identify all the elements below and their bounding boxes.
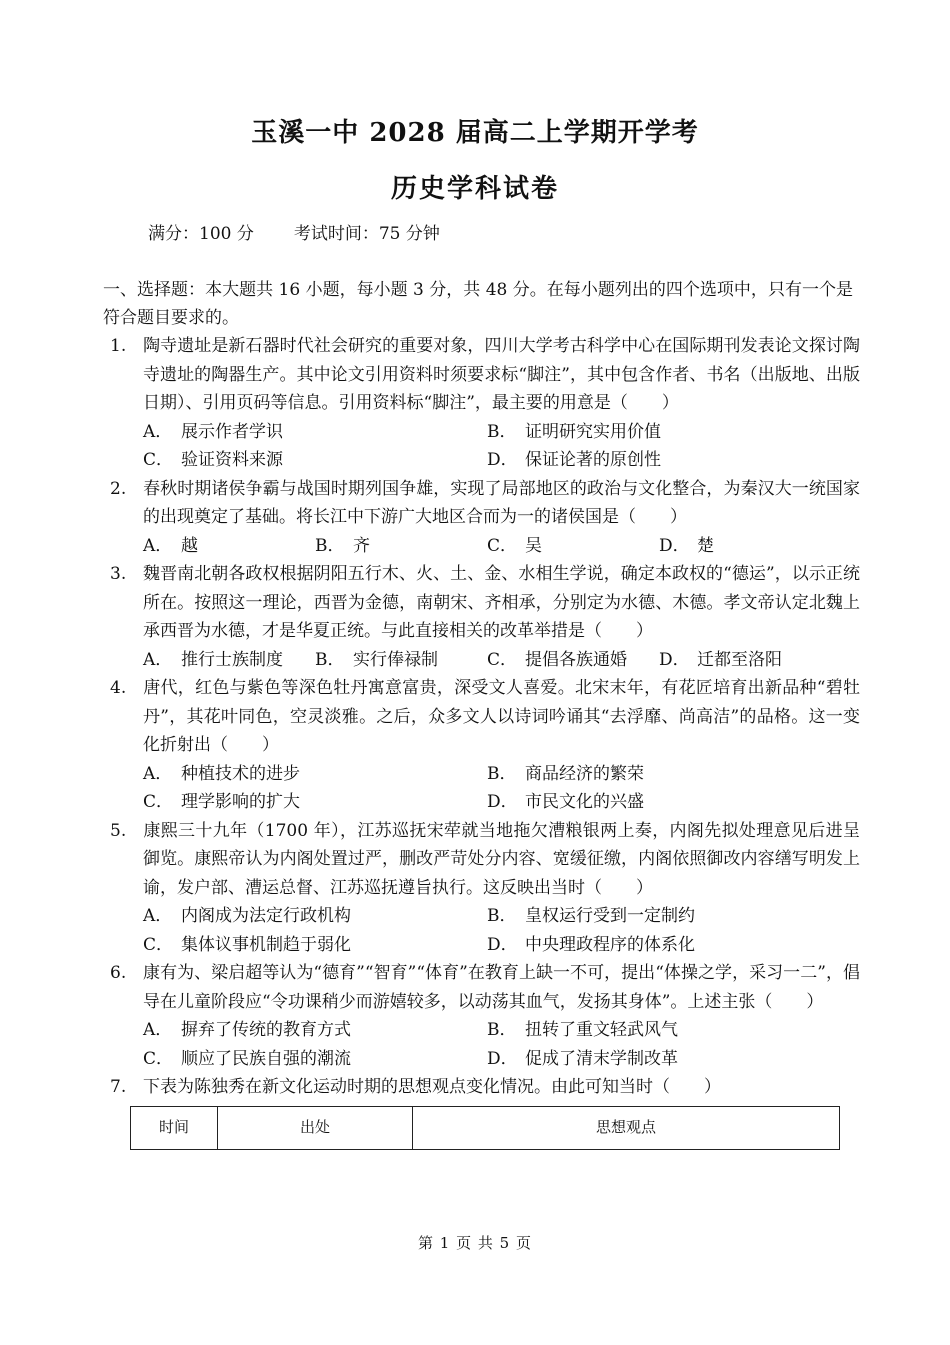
- question-stem: [110, 1073, 860, 1102]
- question-4: [110, 674, 860, 817]
- option-text: 市民文化的兴盛: [525, 792, 644, 812]
- option-label: D．: [487, 1048, 518, 1069]
- question-list: [110, 332, 860, 1150]
- option-label: C．: [143, 1048, 174, 1069]
- question-number: 3.: [110, 564, 127, 584]
- question-3: [110, 560, 860, 674]
- option-d: [487, 1045, 831, 1074]
- option-text: 齐: [353, 535, 370, 556]
- question-number: 6.: [110, 963, 127, 983]
- option-text: 提倡各族通婚: [525, 649, 627, 670]
- question-stem: [110, 560, 860, 646]
- option-text: 促成了清末学制改革: [525, 1048, 678, 1069]
- option-text: 越: [181, 535, 198, 556]
- option-label: C．: [487, 535, 518, 556]
- option-text: 集体议事机制趋于弱化: [181, 934, 351, 955]
- option-b: [315, 532, 487, 561]
- option-label: C．: [143, 792, 174, 812]
- option-c: [143, 788, 487, 817]
- option-d: [487, 931, 831, 960]
- option-a: [143, 418, 487, 447]
- question-number: 2.: [110, 478, 127, 499]
- option-text: 验证资料来源: [181, 450, 283, 470]
- page-number: 第 1 页 共 5 页: [418, 1234, 532, 1252]
- viewpoint-table: [130, 1106, 840, 1150]
- option-label: B．: [315, 649, 345, 670]
- option-text: 中央理政程序的体系化: [525, 934, 695, 955]
- option-text: 理学影响的扩大: [181, 792, 300, 812]
- option-label: C．: [487, 649, 518, 670]
- question-5: [110, 817, 860, 960]
- option-b: [315, 646, 487, 675]
- option-label: A．: [143, 1020, 173, 1040]
- option-text: 摒弃了传统的教育方式: [181, 1020, 351, 1040]
- option-text: 内阁成为法定行政机构: [181, 906, 351, 926]
- option-label: C．: [143, 934, 174, 955]
- option-label: D．: [487, 450, 518, 470]
- question-number: 1.: [110, 336, 127, 356]
- question-number: 4.: [110, 678, 127, 698]
- option-label: B．: [487, 1020, 517, 1040]
- option-b: [487, 1016, 831, 1045]
- exam-subject-title: 历史学科试卷: [390, 174, 559, 204]
- option-text: 展示作者学识: [181, 421, 283, 442]
- option-label: D．: [487, 792, 518, 812]
- question-1: [110, 332, 860, 475]
- question-stem: [110, 332, 860, 418]
- option-c: [487, 532, 659, 561]
- full-score: 满分：100 分: [148, 224, 254, 244]
- option-text: 顺应了民族自强的潮流: [181, 1048, 351, 1069]
- question-stem: [110, 959, 860, 1016]
- exam-title: 玉溪一中 2028 届高二上学期开学考: [251, 118, 699, 148]
- option-text: 证明研究实用价值: [525, 421, 661, 442]
- question-text: 下表为陈独秀在新文化运动时期的思想观点变化情况。由此可知当时（ ）: [143, 1077, 721, 1097]
- option-a: [143, 760, 487, 789]
- option-c: [143, 1045, 487, 1074]
- option-b: [487, 902, 831, 931]
- section-heading: 一、选择题：本大题共 16 小题，每小题 3 分，共 48 分。在每小题列出的四个选项中，只有一个是符合题目要求的。: [103, 280, 853, 328]
- question-text: 陶寺遗址是新石器时代社会研究的重要对象，四川大学考古科学中心在国际期刊发表论文探讨陶寺遗址的陶器生产。其中论文引用资料时须要求标“脚注”，其中包含作者、书名（出版地、出版日期）、引用页码等信息。引用资料标“脚注”，最主要的用意是（ ）: [143, 336, 860, 413]
- option-c: [487, 646, 659, 675]
- table-header-source: 出处: [218, 1106, 413, 1149]
- option-label: B．: [487, 906, 517, 926]
- option-label: D．: [659, 649, 690, 670]
- option-b: [487, 760, 831, 789]
- option-text: 楚: [697, 535, 714, 556]
- option-label: C．: [143, 450, 174, 470]
- option-label: A．: [143, 535, 173, 556]
- option-label: B．: [487, 763, 517, 784]
- option-d: [487, 446, 831, 475]
- option-label: B．: [315, 535, 345, 556]
- option-d: [487, 788, 831, 817]
- question-text: 魏晋南北朝各政权根据阴阳五行木、火、土、金、水相生学说，确定本政权的“德运”，以示正统所在。按照这一理论，西晋为金德，南朝宋、齐相承，分别定为水德、木德。孝文帝认定北魏上承西晋为水德，才是华夏正统。与此直接相关的改革举措是（ ）: [143, 564, 860, 641]
- option-d: [659, 532, 831, 561]
- option-label: A．: [143, 649, 173, 670]
- option-text: 迁都至洛阳: [697, 649, 782, 670]
- question-stem: [110, 475, 860, 532]
- exam-meta: [148, 219, 440, 244]
- option-a: [143, 1016, 487, 1045]
- option-a: [143, 646, 315, 675]
- option-label: B．: [487, 421, 517, 442]
- option-label: A．: [143, 906, 173, 926]
- option-label: A．: [143, 763, 173, 784]
- question-6: [110, 959, 860, 1073]
- exam-time: 考试时间：75 分钟: [293, 224, 440, 244]
- option-a: [143, 532, 315, 561]
- option-text: 吴: [525, 535, 542, 556]
- table-header-viewpoint: 思想观点: [413, 1106, 840, 1149]
- option-text: 商品经济的繁荣: [525, 763, 644, 784]
- option-text: 保证论著的原创性: [525, 450, 661, 470]
- question-2: [110, 475, 860, 561]
- option-text: 皇权运行受到一定制约: [525, 906, 695, 926]
- question-number: 5.: [110, 820, 127, 841]
- option-text: 推行士族制度: [181, 649, 283, 670]
- option-c: [143, 446, 487, 475]
- option-text: 扭转了重文轻武风气: [525, 1020, 678, 1040]
- question-text: 春秋时期诸侯争霸与战国时期列国争雄，实现了局部地区的政治与文化整合，为秦汉大一统国家的出现奠定了基础。将长江中下游广大地区合而为一的诸侯国是（ ）: [143, 478, 860, 527]
- option-text: 实行俸禄制: [353, 649, 438, 670]
- option-label: D．: [659, 535, 690, 556]
- question-text: 唐代，红色与紫色等深色牡丹寓意富贵，深受文人喜爱。北宋末年，有花匠培育出新品种“碧牡丹”，其花叶同色，空灵淡雅。之后，众多文人以诗词吟诵其“去浮靡、尚高洁”的品格。这一变化折射出（ ）: [143, 678, 860, 755]
- question-text: 康熙三十九年（1700 年），江苏巡抚宋荦就当地拖欠漕粮银两上奏，内阁先拟处理意见后进呈御览。康熙帝认为内阁处置过严，删改严苛处分内容、宽缓征缴，内阁依照御改内容缮写明发上谕，发户部、漕运总督、江苏巡抚遵旨执行。这反映出当时（ ）: [143, 820, 860, 898]
- option-b: [487, 418, 831, 447]
- question-stem: [110, 817, 860, 903]
- option-text: 种植技术的进步: [181, 763, 300, 784]
- option-a: [143, 902, 487, 931]
- question-text: 康有为、梁启超等认为“德育”“智育”“体育”在教育上缺一不可，提出“体操之学，采习一二”，倡导在儿童阶段应“令功课稍少而游嬉较多，以动荡其血气，发扬其身体”。上述主张（ ）: [143, 963, 860, 1012]
- table-header-time: 时间: [131, 1106, 218, 1149]
- question-stem: [110, 674, 860, 760]
- option-label: A．: [143, 421, 173, 442]
- option-c: [143, 931, 487, 960]
- option-label: D．: [487, 934, 518, 955]
- question-7: [110, 1073, 860, 1150]
- question-number: 7.: [110, 1077, 127, 1097]
- table-header-row: [131, 1106, 840, 1149]
- option-d: [659, 646, 831, 675]
